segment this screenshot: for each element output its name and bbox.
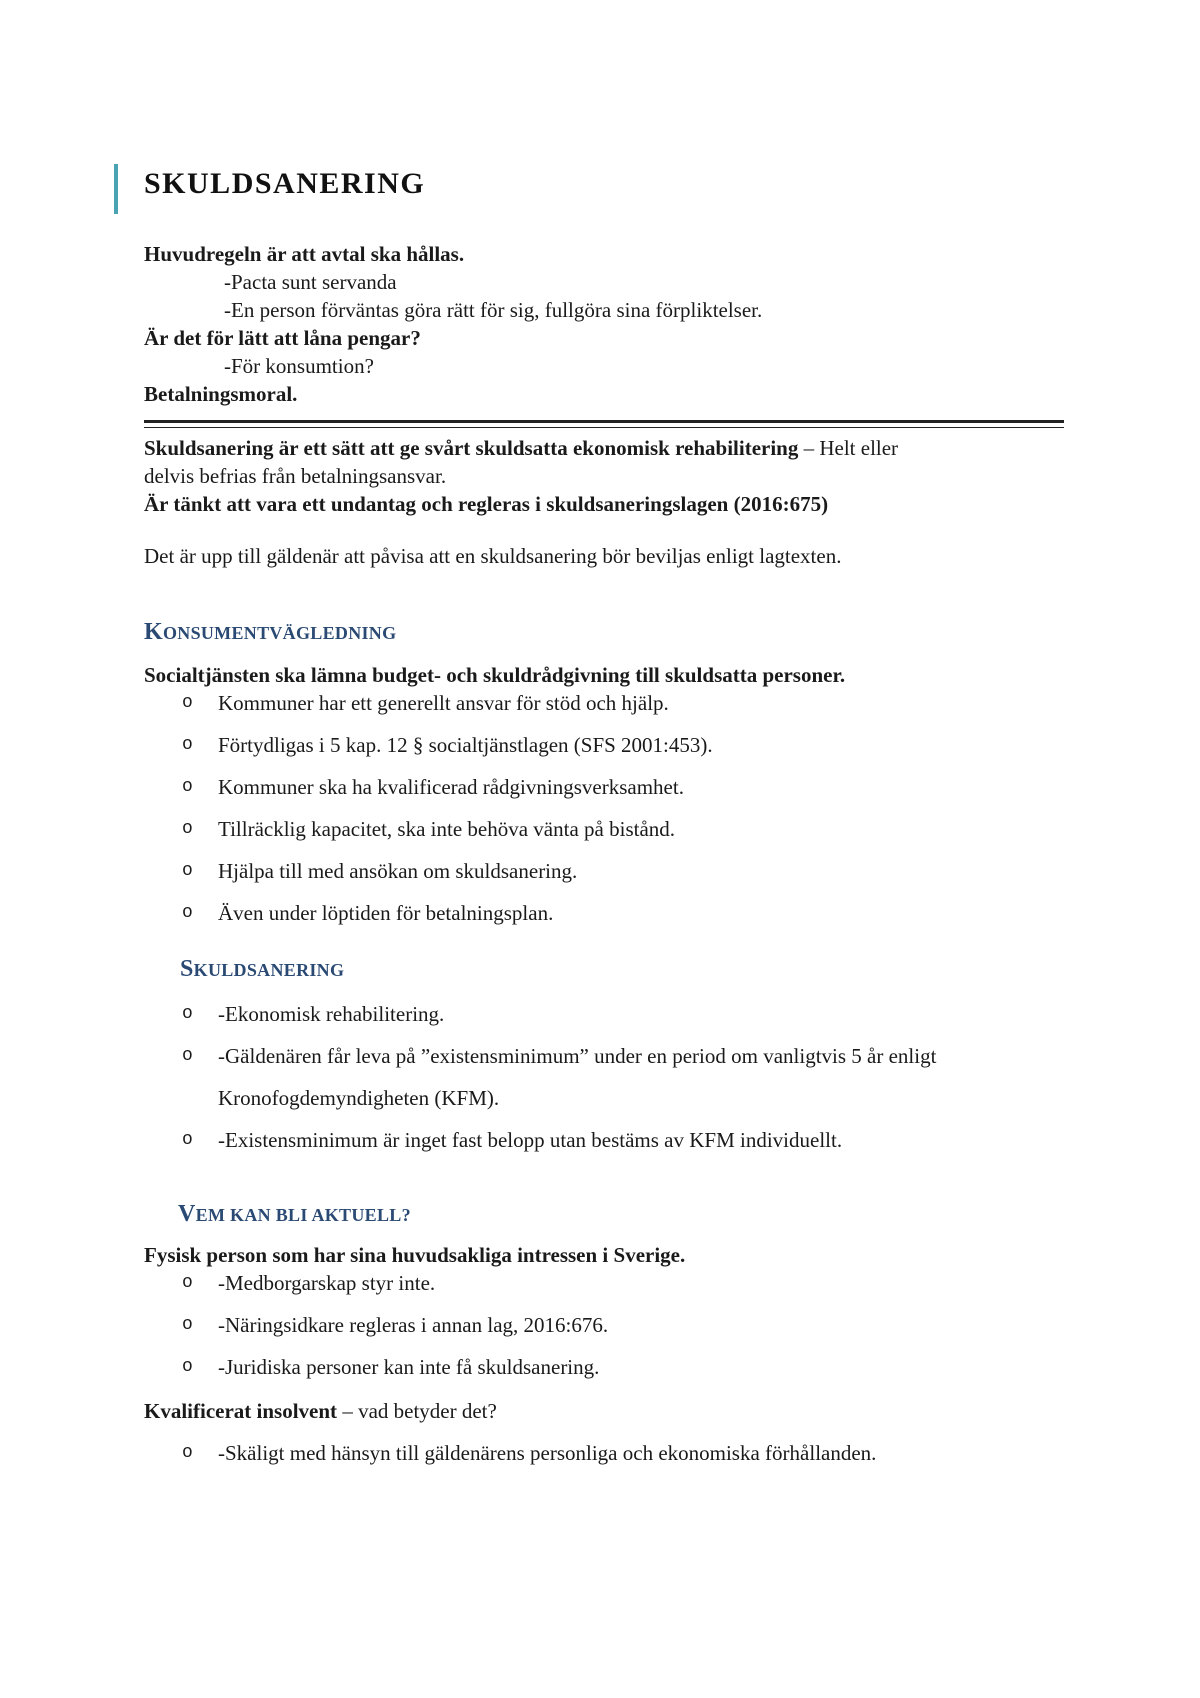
list-item-text: Kronofogdemyndigheten (KFM). bbox=[218, 1086, 500, 1110]
list-item bbox=[144, 815, 1064, 843]
list-item-text: -Existensminimum är inget fast belopp utan bestäms av KFM individuellt. bbox=[218, 1128, 843, 1152]
list-item bbox=[144, 773, 1064, 801]
list-item-text: Tillräcklig kapacitet, ska inte behöva vänta på bistånd. bbox=[218, 817, 676, 841]
bullet-icon: o bbox=[182, 903, 193, 923]
list-item bbox=[144, 1126, 1064, 1154]
section-heading-konsument bbox=[144, 618, 1064, 647]
bullet-icon: o bbox=[182, 735, 193, 755]
heading-rest: ONSUMENTVÄGLEDNING bbox=[162, 623, 397, 643]
bullet-icon: o bbox=[182, 861, 193, 881]
list-item-text: Kommuner ska ha kvalificerad rådgivningsverksamhet. bbox=[218, 775, 684, 799]
definition-tail: – Helt eller bbox=[798, 436, 899, 460]
list-item-text: Även under löptiden för betalningsplan. bbox=[218, 901, 554, 925]
list-item-text: -Skäligt med hänsyn till gäldenärens personliga och ekonomiska förhållanden. bbox=[218, 1441, 877, 1465]
section-heading-skuld bbox=[144, 955, 1064, 984]
bullet-icon: o bbox=[182, 1046, 193, 1066]
list-item-text: -Ekonomisk rehabilitering. bbox=[218, 1002, 445, 1026]
list-item-text: -Medborgarskap styr inte. bbox=[218, 1271, 436, 1295]
definition-line-2: delvis befrias från betalningsansvar. bbox=[144, 464, 447, 488]
heading-cap: K bbox=[144, 619, 163, 645]
bullet-icon: o bbox=[182, 693, 193, 713]
skuld-list bbox=[144, 1000, 1064, 1154]
divider bbox=[144, 420, 1064, 428]
list-item bbox=[144, 1269, 1064, 1297]
list-item bbox=[144, 899, 1064, 927]
insolvent-line bbox=[144, 1397, 1064, 1425]
definition-bold: Skuldsanering är ett sätt att ge svårt skuldsatta ekonomisk rehabilitering bbox=[144, 436, 799, 460]
list-item-continuation bbox=[144, 1084, 1064, 1112]
bullet-icon: o bbox=[182, 1357, 193, 1377]
heading-cap: V bbox=[178, 1201, 196, 1227]
heading-rest: KULDSANERING bbox=[193, 960, 345, 980]
question-item: -För konsumtion? bbox=[224, 354, 374, 378]
exception: Är tänkt att vara ett undantag och regleras i skuldsaneringslagen (2016:675) bbox=[144, 492, 829, 516]
bullet-icon: o bbox=[182, 1443, 193, 1463]
insolvent-bold: Kvalificerat insolvent bbox=[144, 1399, 338, 1423]
definition-line bbox=[144, 434, 1064, 462]
vem-list bbox=[144, 1269, 1064, 1381]
main-rule-item: -Pacta sunt servanda bbox=[224, 270, 397, 294]
vem-lead: Fysisk person som har sina huvudsakliga intressen i Sverige. bbox=[144, 1243, 686, 1267]
main-rule-item: -En person förväntas göra rätt för sig, fullgöra sina förpliktelser. bbox=[224, 298, 763, 322]
list-item-text: -Juridiska personer kan inte få skuldsanering. bbox=[218, 1355, 600, 1379]
list-item-text: -Näringsidkare regleras i annan lag, 2016:676. bbox=[218, 1313, 609, 1337]
section-heading-vem bbox=[144, 1200, 1064, 1229]
question: Är det för lätt att låna pengar? bbox=[144, 326, 421, 350]
main-rule: Huvudregeln är att avtal ska hållas. bbox=[144, 242, 465, 266]
list-item bbox=[144, 689, 1064, 717]
list-item-text: Hjälpa till med ansökan om skuldsanering. bbox=[218, 859, 578, 883]
list-item bbox=[144, 1439, 1064, 1467]
moral: Betalningsmoral. bbox=[144, 382, 298, 406]
burden: Det är upp till gäldenär att påvisa att en skuldsanering bör beviljas enligt lagtexten. bbox=[144, 544, 842, 568]
konsument-list bbox=[144, 689, 1064, 927]
list-item-text: Kommuner har ett generellt ansvar för stöd och hjälp. bbox=[218, 691, 669, 715]
list-item bbox=[144, 1000, 1064, 1028]
insolvent-list bbox=[144, 1439, 1064, 1467]
list-item bbox=[144, 1311, 1064, 1339]
heading-cap: S bbox=[180, 956, 194, 982]
bullet-icon: o bbox=[182, 1130, 193, 1150]
bullet-icon: o bbox=[182, 777, 193, 797]
title-row bbox=[144, 160, 1064, 216]
document-content bbox=[144, 160, 1064, 1467]
list-item-text: Förtydligas i 5 kap. 12 § socialtjänstlagen (SFS 2001:453). bbox=[218, 733, 713, 757]
list-item-text: -Gäldenären får leva på ”existensminimum” under en period om vanligtvis 5 år enligt bbox=[218, 1044, 937, 1068]
heading-rest: EM KAN BLI AKTUELL? bbox=[195, 1205, 411, 1225]
list-item bbox=[144, 1353, 1064, 1381]
bullet-icon: o bbox=[182, 819, 193, 839]
insolvent-tail: – vad betyder det? bbox=[337, 1399, 497, 1423]
list-item bbox=[144, 857, 1064, 885]
konsument-lead: Socialtjänsten ska lämna budget- och skuldrådgivning till skuldsatta personer. bbox=[144, 663, 846, 687]
bullet-icon: o bbox=[182, 1273, 193, 1293]
list-item bbox=[144, 731, 1064, 759]
title-accent-bar bbox=[114, 164, 118, 214]
list-item bbox=[144, 1042, 1064, 1070]
bullet-icon: o bbox=[182, 1004, 193, 1024]
page-title: SKULDSANERING bbox=[144, 167, 426, 200]
bullet-icon: o bbox=[182, 1315, 193, 1335]
